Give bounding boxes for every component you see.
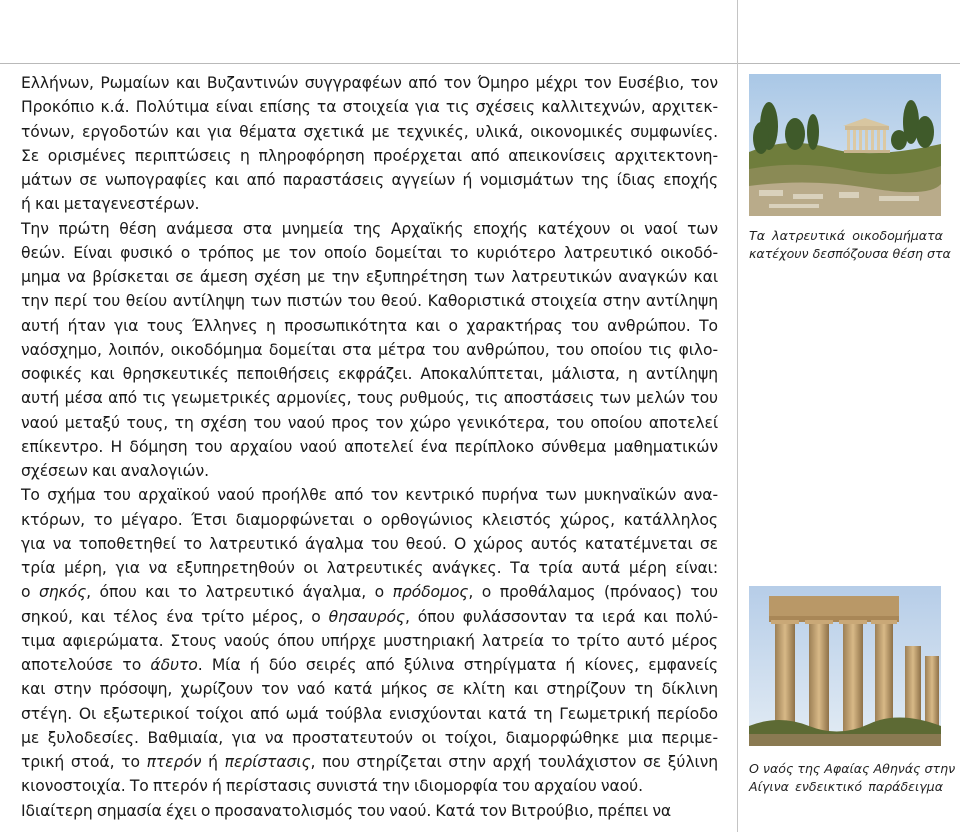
text-line <box>21 217 718 241</box>
text-line <box>21 338 718 362</box>
italic-term: πτερόν <box>146 753 202 771</box>
italic-term: περίστασις <box>224 753 311 771</box>
text-segment: για να τοποθετηθεί το λατρευτικό άγαλμα του θεού. Ο χώρος αυτός κατατέμνεται σε <box>21 534 718 553</box>
text-segment: ή <box>201 753 225 771</box>
text-segment: Προκόπιο κ.ά. Πολύτιμα είναι επίσης τα στοιχεία για τις σχέσεις καλλιτεχνών, αρχιτεκ- <box>21 98 718 117</box>
text-segment: σηκού, και τέλος ένα τρίτο μέρος, ο <box>21 607 329 626</box>
text-line <box>21 677 718 701</box>
text-segment: τόνων, εργοδοτών και για θέματα σχετικά με τεχνικές, υλικά, οικονομικές συμφωνίες. <box>21 122 718 141</box>
text-line <box>21 314 718 338</box>
italic-term: πρόδομος <box>392 583 469 602</box>
text-segment: ναόσχημο, λοιπόν, οικοδόμημα δομείται στα μέτρα του ανθρώπου, του οποίου τις φιλο- <box>21 340 718 359</box>
body-text <box>21 71 718 823</box>
text-line <box>21 508 718 532</box>
text-line <box>21 726 718 750</box>
text-segment: Το σχήμα του αρχαϊκού ναού προήλθε από τον κεντρικό πυρήνα των μυκηναϊκών ανα- <box>21 486 718 505</box>
text-segment: , όπου και το λατρευτικό άγαλμα, ο <box>86 583 393 602</box>
italic-term: θησαυρός <box>328 607 405 626</box>
text-segment: , όπου φυλάσσονταν τα ιερά και πολύ- <box>404 607 718 626</box>
text-segment: σχέσεων και αναλογιών. <box>21 462 209 480</box>
text-segment: και στην πρόσοψη, χωρίζουν τον ναό κατά μήκος σε κλίτη και στηρίζουν τη δίκλινη <box>21 680 718 699</box>
italic-term: σηκός <box>38 583 87 602</box>
text-segment: σοφικές και θρησκευτικές πεποιθήσεις εκφράζει. Αποκαλύπτεται, μάλιστα, η αντίληψη <box>21 365 718 383</box>
text-line <box>21 580 718 604</box>
caption-line: Ο ναός της Αφαίας Αθηνάς στην <box>749 761 956 776</box>
text-line <box>21 750 718 774</box>
text-line <box>21 362 718 386</box>
text-segment: , ο προθάλαμος (πρόναος) του <box>468 583 718 602</box>
column-divider <box>737 0 738 832</box>
text-segment: μημα να βρίσκεται σε άμεση σχέση με την εξυπηρέτηση των λατρευτικών αναγκών και <box>21 268 718 286</box>
text-segment: ο <box>21 583 39 602</box>
text-line <box>21 120 718 144</box>
text-line <box>21 168 718 192</box>
text-line <box>21 265 718 289</box>
text-line <box>21 556 718 580</box>
text-segment: Την πρώτη θέση ανάμεσα στα μνημεία της Αρχαϊκής εποχής κατέχουν οι ναοί των <box>21 219 718 238</box>
text-segment: επίκεντρο. Η δόμηση του αρχαίου ναού αποτελεί ένα περίπλοκο σύνθεμα μαθηματικών <box>21 437 718 456</box>
text-segment: κιονοστοιχία. Το πτερόν ή περίστασις συνιστά την ιδιομορφία του αρχαίου ναού. <box>21 777 643 796</box>
text-line <box>21 192 718 216</box>
text-line <box>21 241 718 265</box>
text-line <box>21 435 718 459</box>
text-line <box>21 71 718 95</box>
italic-term: άδυτο <box>150 656 198 674</box>
figure-caption-1 <box>749 227 951 263</box>
text-segment: τιμα αφιερώματα. Στους ναούς όπου υπήρχε μυστηριακή λατρεία το τρίτο αυτό μέρος <box>21 631 718 650</box>
text-line <box>21 702 718 726</box>
text-line <box>21 532 718 556</box>
caption-line: κατέχουν δεσπόζουσα θέση στα <box>749 246 951 261</box>
text-segment: κτόρων, το μέγαρο. Έτσι διαμορφώνεται ο ορθογώνιος κλειστός χώρος, κατάλληλος <box>21 510 718 529</box>
text-line <box>21 289 718 313</box>
text-segment: αυτή μέσα από τις γεωμετρικές αρμονίες, τους ρυθμούς, τις αποστάσεις των μελών του <box>21 389 718 408</box>
caption-line: Αίγινα ενδεικτικό παράδειγμα <box>749 779 943 794</box>
figure-caption-2 <box>749 760 956 796</box>
header-rule <box>0 63 960 64</box>
text-segment: Ιδιαίτερη σημασία έχει ο προσανατολισμός του ναού. Κατά τον Βιτρούβιο, πρέπει να <box>21 801 672 820</box>
aegina-temple-columns-photo <box>749 586 941 746</box>
text-segment: Σε ορισμένες περιπτώσεις η πληροφόρηση προέρχεται από απεικονίσεις αρχιτεκτονη- <box>21 146 718 165</box>
text-line <box>21 774 718 798</box>
caption-line: Τα λατρευτικά οικοδομήματα <box>749 228 943 243</box>
text-segment: τρική στοά, το <box>21 753 147 771</box>
text-segment: ναού μεταξύ τους, τη σχέση του ναού προς τον χώρο γενικότερα, του οποίου αποτελεί <box>21 413 718 432</box>
text-line <box>21 799 718 823</box>
text-segment: αποτελούσε το <box>21 656 151 674</box>
text-segment: θεών. Είναι φυσικό ο τρόπος με τον οποίο δομείται το κυριότερο λατρευτικό οικοδό- <box>21 243 718 262</box>
text-segment: , που στηρίζεται στην αρχή τουλάχιστον σε ξύλινη <box>310 753 719 771</box>
temple-on-hill-photo <box>749 74 941 216</box>
text-line <box>21 629 718 653</box>
text-line <box>21 144 718 168</box>
text-line <box>21 459 718 483</box>
text-segment: ή και μεταγενεστέρων. <box>21 195 200 214</box>
text-line <box>21 605 718 629</box>
text-segment: την περί του θείου αντίληψη των πιστών του θεού. Καθοριστικά στοιχεία στην αντίληψη <box>21 292 718 311</box>
text-segment: μάτων σε νωπογραφίες και από παραστάσεις αγγείων ή νομισμάτων της ίδιας εποχής <box>21 171 718 189</box>
text-line <box>21 653 718 677</box>
text-line <box>21 386 718 410</box>
text-segment: με ξυλοδεσίες. Βαθμιαία, για να προστατευτούν οι τοίχοι, διαμορφώθηκε μια περιμε- <box>21 728 718 747</box>
text-line <box>21 411 718 435</box>
text-line <box>21 483 718 507</box>
text-segment: . Μία ή δύο σειρές από ξύλινα στηρίγματα ή κίονες, εμφανείς <box>197 656 718 674</box>
text-line <box>21 95 718 119</box>
text-segment: στέγη. Οι εξωτερικοί τοίχοι από ωμά τούβλα ενισχύονται κατά τη Γεωμετρική περίοδο <box>21 704 718 723</box>
text-segment: Ελλήνων, Ρωμαίων και Βυζαντινών συγγραφέων από τον Όμηρο μέχρι τον Ευσέβιο, τον <box>21 74 718 92</box>
text-segment: τρία μέρη, για να εξυπηρετηθούν οι λατρευτικές ανάγκες. Τα τρία αυτά μέρη είναι: <box>21 559 718 577</box>
text-segment: αυτή ήταν για τους Έλληνες η προσωπικότητα και ο χαρακτήρας του ανθρώπου. Το <box>21 316 718 335</box>
